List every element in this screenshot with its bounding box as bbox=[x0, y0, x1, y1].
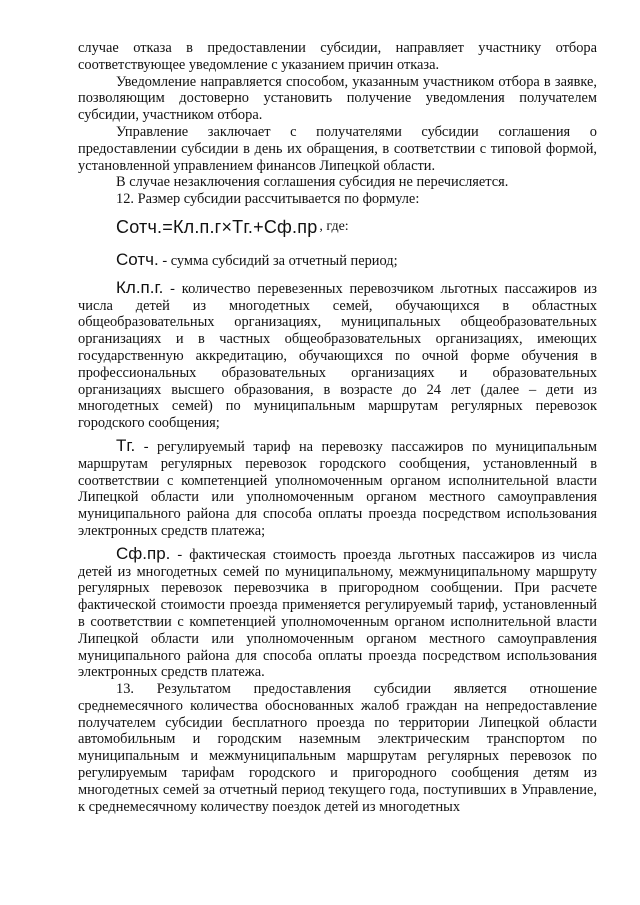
definition-klpg-text: - количество перевезенных перевозчиком льготных пассажиров из числа детей из многодетных семей, обучающихся в областных общеобразовательных организациях, муниципальных общеобразовательных организациях и в частных общеобразовательных организациях, имеющих государственную аккредитацию, обучающихся по очной форме обучения в профессиональных образовательных организациях и образовательных организациях высшего образования, в возрасте до 24 лет (далее – дети из многодетных семей) по муниципальным маршрутам регулярных перевозок городского сообщения; bbox=[78, 280, 597, 432]
subsidy-formula: Сотч.=Кл.п.г×Тг.+Сф.пр bbox=[116, 216, 318, 237]
term-sfpr: Сф.пр. bbox=[116, 543, 171, 563]
definition-tg-text: - регулируемый тариф на перевозку пассажиров по муниципальным маршрутам регулярных перевозок городского сообщения, установленный в соответствии с компетенцией уполномоченным органом исполнительной власти Липецкой области или уполномоченным органом местного самоуправления муниципального района для способа оплаты проезда посредством использования электронных средств платежа; bbox=[78, 438, 597, 539]
formula-suffix: , где: bbox=[319, 218, 349, 234]
paragraph-refusal-notice: случае отказа в предоставлении субсидии, направляет участнику отбора соответствующее уведомление с указанием причин отказа. bbox=[78, 40, 597, 73]
term-tg: Тг. bbox=[116, 435, 136, 455]
definition-sotch-text: - сумма субсидий за отчетный период; bbox=[158, 252, 398, 269]
definition-klpg bbox=[78, 277, 597, 432]
definition-tg bbox=[78, 435, 597, 540]
definition-sfpr bbox=[78, 543, 597, 681]
term-sotch: Сотч. bbox=[116, 249, 159, 269]
paragraph-no-agreement: В случае незаключения соглашения субсидия не перечисляется. bbox=[116, 174, 509, 191]
definition-sfpr-text: - фактическая стоимость проезда льготных пассажиров из числа детей из многодетных семей по муниципальному, межмуниципальному маршруту регулярных перевозок перевозчика в пригородном сообщении. При расчете фактической стоимости проезда применяется регулируемый тариф, установленный в соответствии с компетенцией уполномоченным органом исполнительной власти Липецкой области или уполномоченным органом местного самоуправления муниципального района для способа оплаты проезда посредством использования электронных средств платежа. bbox=[78, 546, 597, 681]
paragraph-12-formula-intro: 12. Размер субсидии рассчитывается по формуле: bbox=[116, 191, 420, 208]
term-klpg: Кл.п.г. bbox=[116, 277, 164, 297]
formula-row bbox=[78, 208, 597, 246]
definition-sotch bbox=[78, 249, 597, 270]
paragraph-notice-method: Уведомление направляется способом, указанным участником отбора в заявке, позволяющим достоверно установить получение уведомления получателем субсидии, участником отбора. bbox=[78, 73, 597, 124]
paragraph-agreement: Управление заключает с получателями субсидии соглашения о предоставлении субсидии в день их обращения, в соответствии с типовой формой, установленной управлением финансов Липецкой области. bbox=[78, 123, 597, 174]
document-body bbox=[78, 40, 597, 815]
paragraph-13-result: 13. Результатом предоставления субсидии является отношение среднемесячного количества обоснованных жалоб граждан на непредоставление получателем субсидии бесплатного проезда по территории Липецкой области автомобильным и городским наземным электрическим транспортом по муниципальным и межмуниципальным маршрутам регулярных перевозок по регулируемым тарифам городского и пригородного сообщения детям из многодетных семей за отчетный период текущего года, поступивших в Управление, к среднемесячному количеству поездок детей из многодетных bbox=[78, 681, 597, 815]
